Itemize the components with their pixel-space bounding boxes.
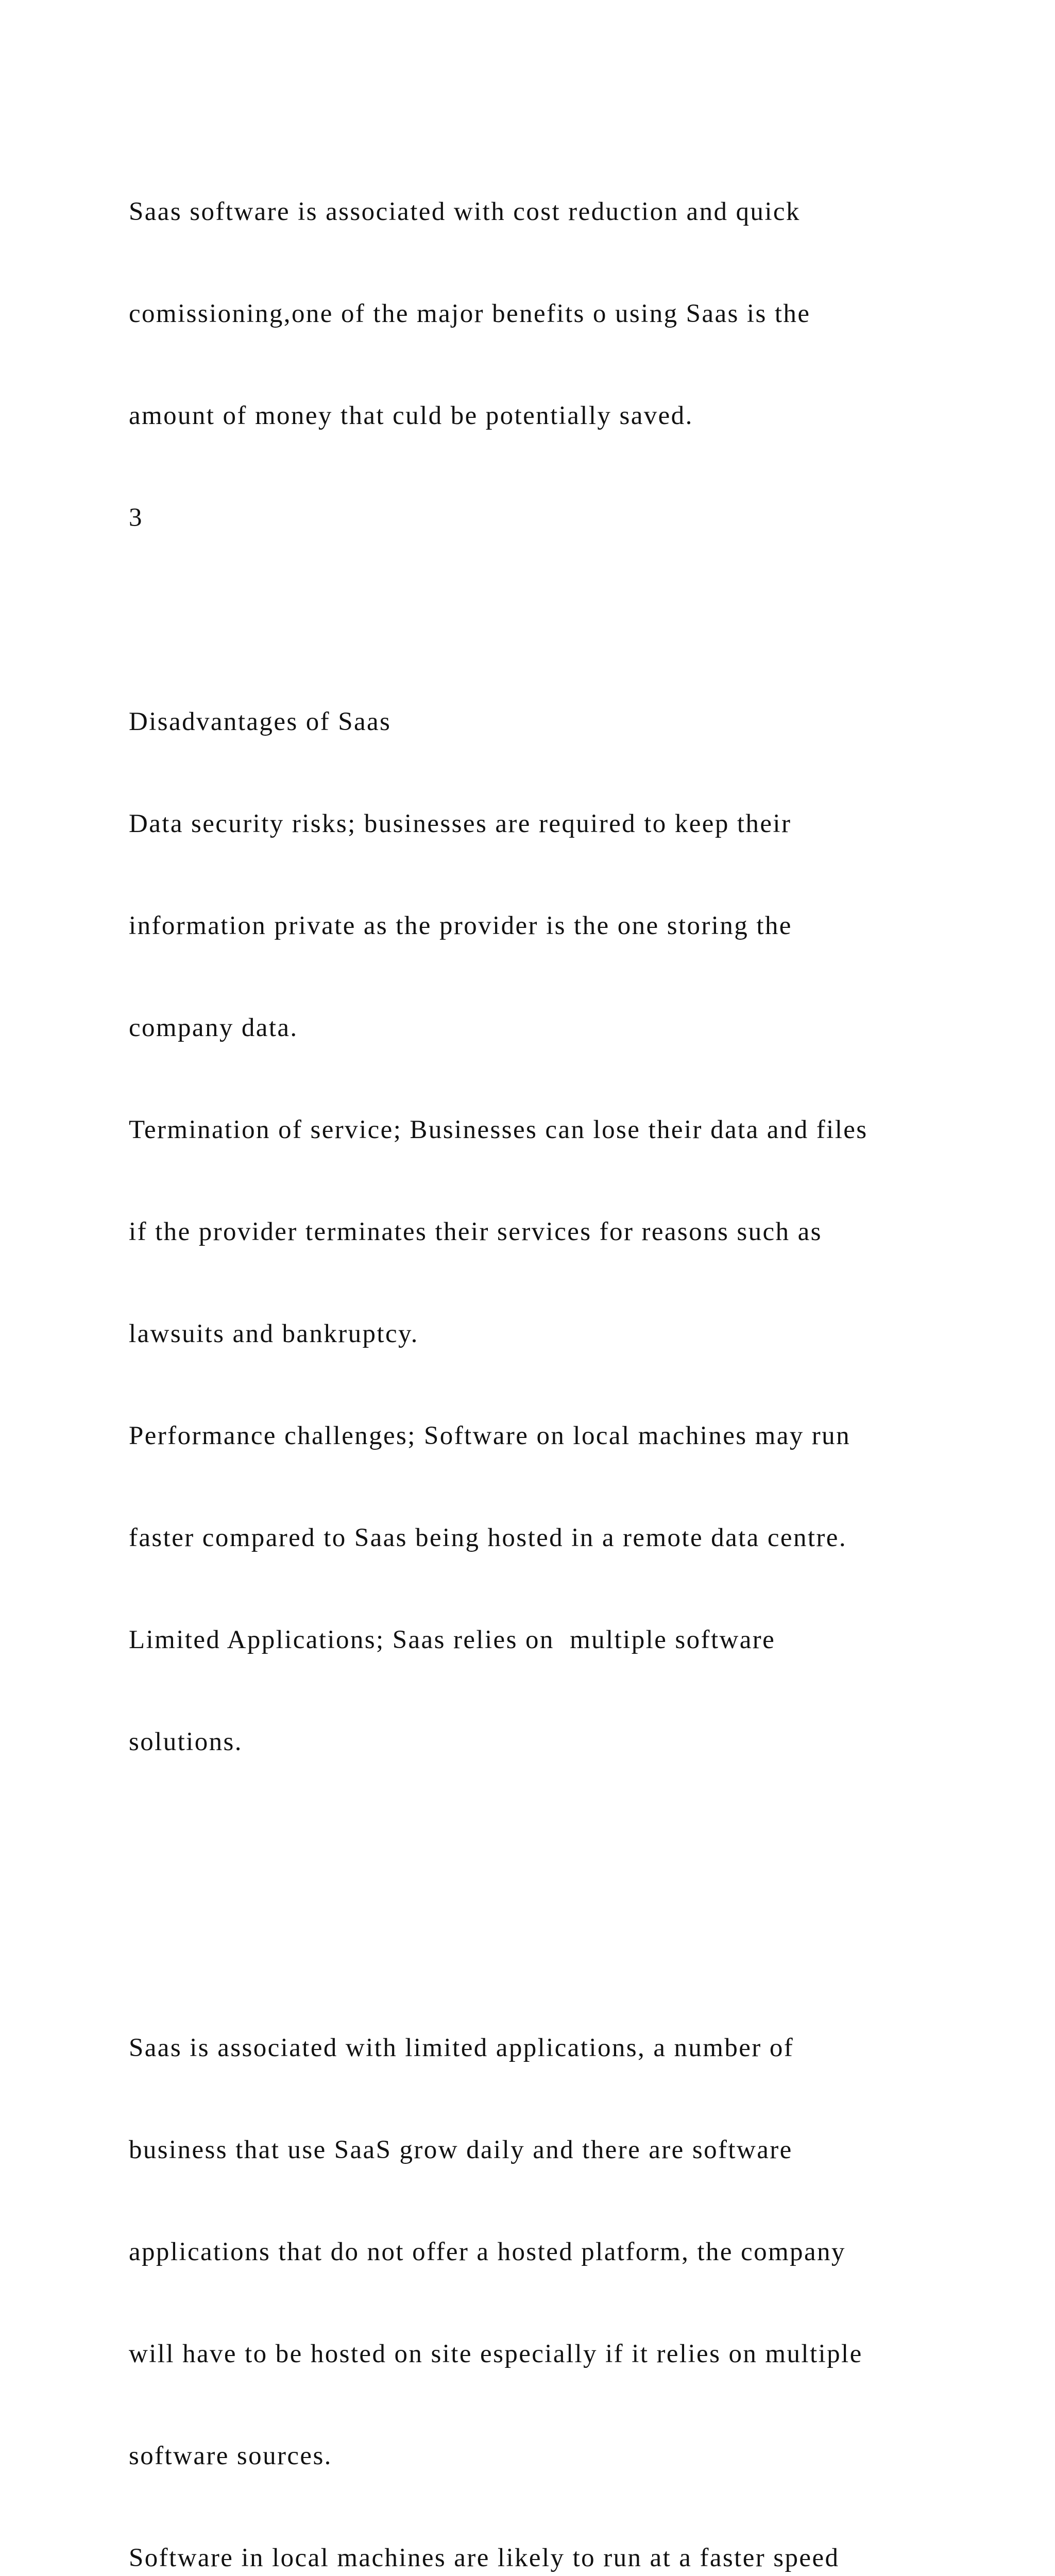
document-body	[129, 127, 1015, 2576]
text-line: will have to be hosted on site especially if it relies on multiple	[129, 2340, 863, 2368]
text-line: solutions.	[129, 1727, 243, 1756]
blank-line	[129, 1827, 1015, 1861]
text-line: applications that do not offer a hosted platform, the company	[129, 2238, 846, 2266]
text-line: Data security risks; businesses are required to keep their	[129, 809, 792, 838]
text-line: lawsuits and bankruptcy.	[129, 1319, 419, 1348]
text-line: Performance challenges; Software on local machines may run	[129, 1421, 850, 1450]
section-heading: Disadvantages of Saas	[129, 707, 392, 736]
text-line: information private as the provider is the one storing the	[129, 911, 792, 940]
text-line: comissioning,one of the major benefits o using Saas is the	[129, 299, 811, 328]
text-line: company data.	[129, 1013, 298, 1042]
text-line: faster compared to Saas being hosted in a remote data centre.	[129, 1523, 847, 1552]
blank-line	[129, 603, 1015, 637]
text-line: software sources.	[129, 2442, 332, 2470]
text-line: Termination of service; Businesses can lose their data and files	[129, 1115, 868, 1144]
text-line: Software in local machines are likely to run at a faster speed	[129, 2544, 840, 2572]
slide-number: 3	[129, 503, 143, 532]
text-line: amount of money that culd be potentially saved.	[129, 401, 693, 430]
text-line: Limited Applications; Saas relies on multiple software	[129, 1625, 776, 1654]
text-line: business that use SaaS grow daily and there are software	[129, 2136, 793, 2164]
text-line: if the provider terminates their services for reasons such as	[129, 1217, 822, 1246]
text-line: Saas software is associated with cost reduction and quick	[129, 197, 801, 226]
blank-line	[129, 1929, 1015, 1963]
text-line: Saas is associated with limited applications, a number of	[129, 2033, 794, 2062]
